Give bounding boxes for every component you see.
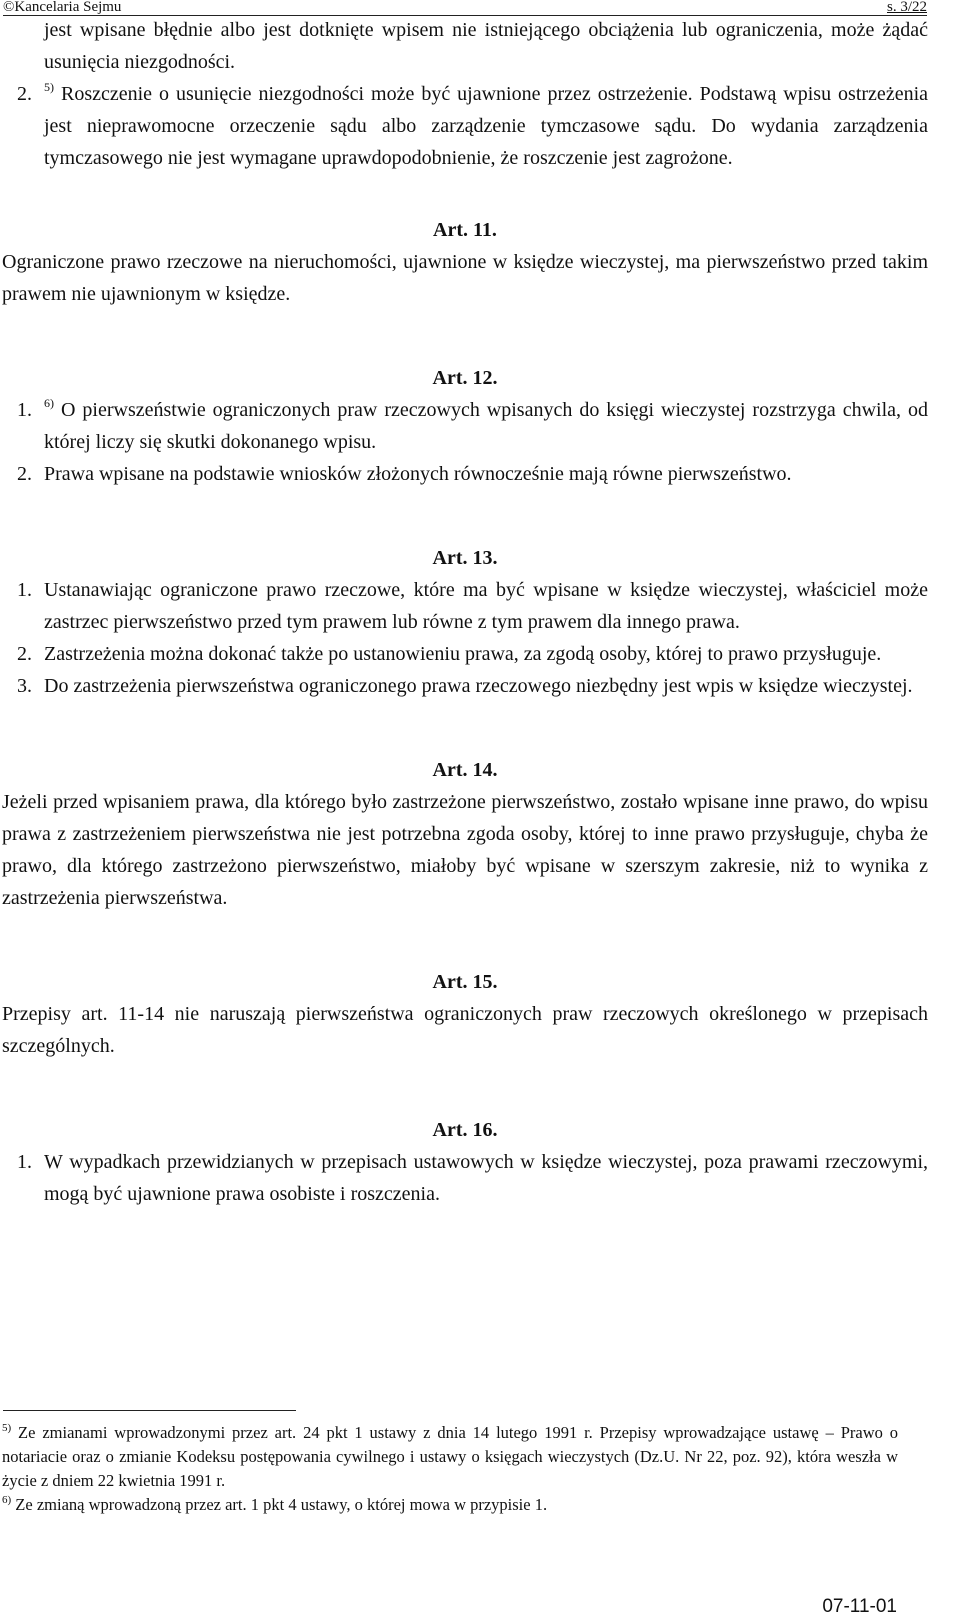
footnote-text: Ze zmianą wprowadzoną przez art. 1 pkt 4 ustawy, o której mowa w przypisie 1. [11, 1495, 548, 1514]
paragraph-number: 2. [17, 643, 32, 665]
article-heading: Art. 15. [432, 971, 498, 993]
footnote-text: Ze zmianami wprowadzonymi przez art. 24 pkt 1 ustawy z dnia 14 lutego 1991 r. Przepisy wprowadzające ustawę – Prawo o notariacie oraz o zmianie Kodeksu postępowania cywilnego i ustawy o księgach wieczystych (Dz.U. Nr 22, poz. 92), która weszła w życie z dniem 22 kwietnia 1991 r. [2, 1423, 898, 1490]
continued-paragraph [2, 14, 928, 78]
art12-paragraph-2 [2, 458, 928, 490]
footnote-mark: 5) [2, 1422, 12, 1434]
footnote-mark: 6) [2, 1494, 12, 1506]
article-heading: Art. 14. [432, 759, 498, 781]
document-id: 07-11-01 [822, 1596, 897, 1617]
art12-paragraph-1 [2, 394, 928, 458]
article-text: Jeżeli przed wpisaniem prawa, dla którego było zastrzeżone pierwszeństwo, zostało wpisane inne prawo, do wpisu prawa z zastrzeżeniem pierwszeństwa nie jest potrzebna zgoda osoby, której to inne prawo przysługuje, chyba że prawo, dla którego zastrzeżono pierwszeństwo, miałoby być wpisane w szerszym zakresie, niż to wynika z zastrzeżenia pierwszeństwa. [2, 791, 928, 909]
document-body [2, 14, 928, 1210]
article-heading: Art. 16. [432, 1119, 498, 1141]
footnote-separator [3, 1410, 296, 1411]
art13-paragraph-1 [2, 574, 928, 638]
article-text: Przepisy art. 11-14 nie naruszają pierwszeństwa ograniczonych praw rzeczowych określonego w przepisach szczególnych. [2, 1003, 928, 1057]
paragraph-text: Roszczenie o usunięcie niezgodności może być ujawnione przez ostrzeżenie. Podstawą wpisu ostrzeżenia jest nieprawomocne orzeczenie sądu albo zarządzenie tymczasowe sądu. Do wydania zarządzenia tymczasowego nie jest wymagane uprawdopodobnienie, że roszczenie jest zagrożone. [44, 83, 928, 169]
art13-paragraph-3 [2, 670, 928, 702]
paragraph-text: Prawa wpisane na podstawie wniosków złożonych równocześnie mają równe pierwszeństwo. [44, 463, 792, 485]
footnote [2, 1493, 898, 1517]
paragraph-text: Do zastrzeżenia pierwszeństwa ograniczonego prawa rzeczowego niezbędny jest wpis w księdze wieczystej. [44, 675, 913, 697]
art16-paragraph-1 [2, 1146, 928, 1210]
paragraph-text: Ustanawiając ograniczone prawo rzeczowe, które ma być wpisane w księdze wieczystej, właściciel może zastrzec pierwszeństwo przed tym prawem lub równe z tym prawem dla innego prawa. [44, 579, 928, 633]
article-text: Ograniczone prawo rzeczowe na nieruchomości, ujawnione w księdze wieczystej, ma pierwszeństwo przed takim prawem nie ujawnionym w księdze. [2, 251, 928, 305]
paragraph-text: W wypadkach przewidzianych w przepisach ustawowych w księdze wieczystej, poza prawami rzeczowymi, mogą być ujawnione prawa osobiste i roszczenia. [44, 1151, 928, 1205]
paragraph-number: 3. [17, 675, 32, 697]
paragraph-number: 1. [17, 399, 32, 421]
paragraph-text: jest wpisane błędnie albo jest dotknięte wpisem nie istniejącego obciążenia lub ograniczenia, może żądać usunięcia niezgodności. [44, 19, 928, 73]
paragraph-number: 2. [17, 463, 32, 485]
header-page-number: s. 3/22 [886, 0, 927, 15]
footnote-ref: 6) [44, 396, 54, 410]
footnote-ref: 5) [44, 80, 54, 94]
header-source: ©Kancelaria Sejmu [3, 0, 122, 15]
paragraph-number: 1. [17, 1151, 32, 1173]
paragraph-text: Zastrzeżenia można dokonać także po ustanowieniu prawa, za zgodą osoby, której to prawo przysługuje. [44, 643, 882, 665]
paragraph-text: O pierwszeństwie ograniczonych praw rzeczowych wpisanych do księgi wieczystej rozstrzyga chwila, od której liczy się skutki dokonanego wpisu. [44, 399, 928, 453]
paragraph-number: 1. [17, 579, 32, 601]
paragraph-number: 2. [17, 83, 32, 105]
art10-paragraph-2 [2, 78, 928, 174]
article-heading: Art. 11. [433, 219, 497, 241]
art13-paragraph-2 [2, 638, 928, 670]
footnote [2, 1421, 898, 1493]
article-heading: Art. 12. [432, 367, 498, 389]
footnotes [2, 1421, 898, 1517]
article-heading: Art. 13. [432, 547, 498, 569]
